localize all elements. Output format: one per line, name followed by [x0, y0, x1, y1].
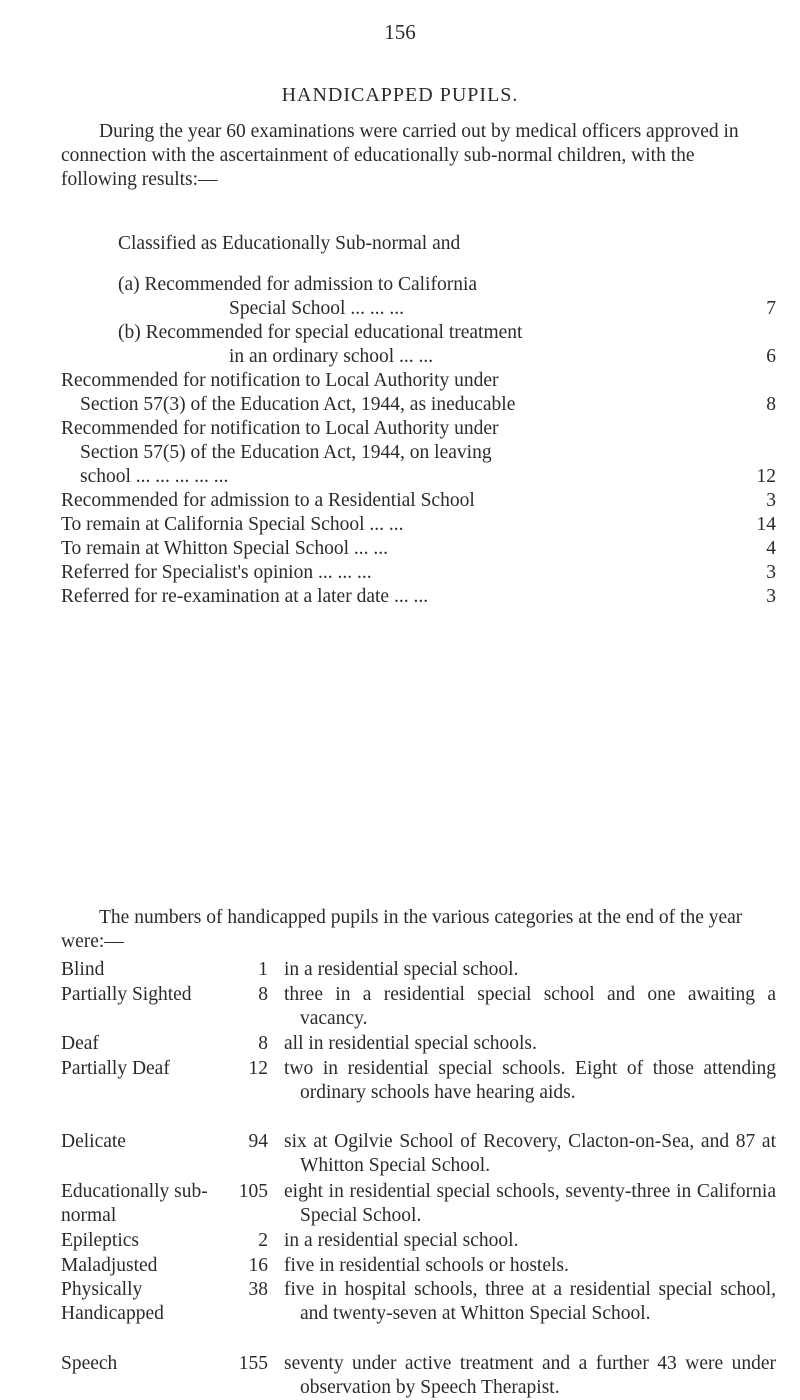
- category-count: 94: [248, 1131, 268, 1152]
- category-name: Epileptics: [61, 1230, 139, 1251]
- category-description: five in hospital schools, three at a residential special school, and twenty-seven at Whitton Special School.: [284, 1279, 776, 1324]
- category-name: Speech: [61, 1353, 118, 1374]
- category-name: Deaf: [61, 1033, 99, 1054]
- category-count: 105: [238, 1181, 268, 1202]
- result-count: 3: [766, 586, 776, 607]
- results-heading: Classified as Educationally Sub-normal and: [118, 233, 461, 254]
- category-name: Partially Deaf: [61, 1058, 170, 1079]
- category-description: six at Ogilvie School of Recovery, Clacton-on-Sea, and 87 at Whitton Special School.: [284, 1131, 776, 1176]
- result-line: To remain at California Special School ... ...: [61, 514, 404, 535]
- category-count: 8: [258, 1033, 268, 1054]
- result-count: 14: [756, 514, 776, 535]
- category-count: 1: [258, 959, 268, 980]
- intro-paragraph: During the year 60 examinations were carried out by medical officers approved in connection with the ascertainment of educationally sub-normal children, with the following results:—: [61, 121, 739, 190]
- category-count: 16: [248, 1255, 268, 1276]
- category-name: Educationally sub-normal: [61, 1181, 208, 1226]
- result-line: (b) Recommended for special educational treatment: [118, 322, 523, 343]
- category-description: seventy under active treatment and a further 43 were under observation by Speech Therapist.: [284, 1353, 776, 1398]
- result-count: 4: [766, 538, 776, 559]
- category-description: all in residential special schools.: [284, 1033, 537, 1054]
- page-number: 156: [384, 20, 416, 44]
- category-description: in a residential special school.: [284, 1230, 519, 1251]
- result-count: 3: [766, 562, 776, 583]
- result-count: 6: [766, 346, 776, 367]
- category-name: Physically Handicapped: [61, 1279, 164, 1324]
- category-count: 8: [258, 984, 268, 1005]
- result-line: school ... ... ... ... ...: [80, 466, 229, 487]
- category-count: 12: [248, 1058, 268, 1079]
- result-count: 3: [766, 490, 776, 511]
- category-name: Blind: [61, 959, 105, 980]
- category-description: eight in residential special schools, seventy-three in California Special School.: [284, 1181, 776, 1226]
- result-line: Referred for Specialist's opinion ... ... ...: [61, 562, 372, 583]
- result-line: Section 57(5) of the Education Act, 1944, on leaving: [80, 442, 492, 463]
- result-line: To remain at Whitton Special School ... ...: [61, 538, 389, 559]
- result-line: Special School ... ... ...: [229, 298, 404, 319]
- result-line: Referred for re-examination at a later date ... ...: [61, 586, 429, 607]
- result-line: Recommended for notification to Local Authority under: [61, 370, 499, 391]
- category-description: three in a residential special school and one awaiting a vacancy.: [284, 984, 776, 1029]
- category-name: Maladjusted: [61, 1255, 158, 1276]
- result-line: Section 57(3) of the Education Act, 1944, as ineducable: [80, 394, 516, 415]
- category-count: 38: [248, 1279, 268, 1300]
- category-description: five in residential schools or hostels.: [284, 1255, 569, 1276]
- result-line: Recommended for notification to Local Authority under: [61, 418, 499, 439]
- result-line: (a) Recommended for admission to California: [118, 274, 478, 295]
- category-description: in a residential special school.: [284, 959, 519, 980]
- result-count: 7: [766, 298, 776, 319]
- category-name: Delicate: [61, 1131, 126, 1152]
- result-line: in an ordinary school ... ...: [229, 346, 434, 367]
- category-count: 2: [258, 1230, 268, 1251]
- categories-intro: The numbers of handicapped pupils in the various categories at the end of the year were:—: [61, 907, 743, 952]
- page-title: HANDICAPPED PUPILS.: [281, 84, 519, 106]
- result-line: Recommended for admission to a Residential School: [61, 490, 475, 511]
- category-name: Partially Sighted: [61, 984, 192, 1005]
- result-count: 12: [756, 466, 776, 487]
- result-count: 8: [766, 394, 776, 415]
- category-count: 155: [238, 1353, 268, 1374]
- category-description: two in residential special schools. Eight of those attending ordinary schools have hearing aids.: [284, 1058, 776, 1103]
